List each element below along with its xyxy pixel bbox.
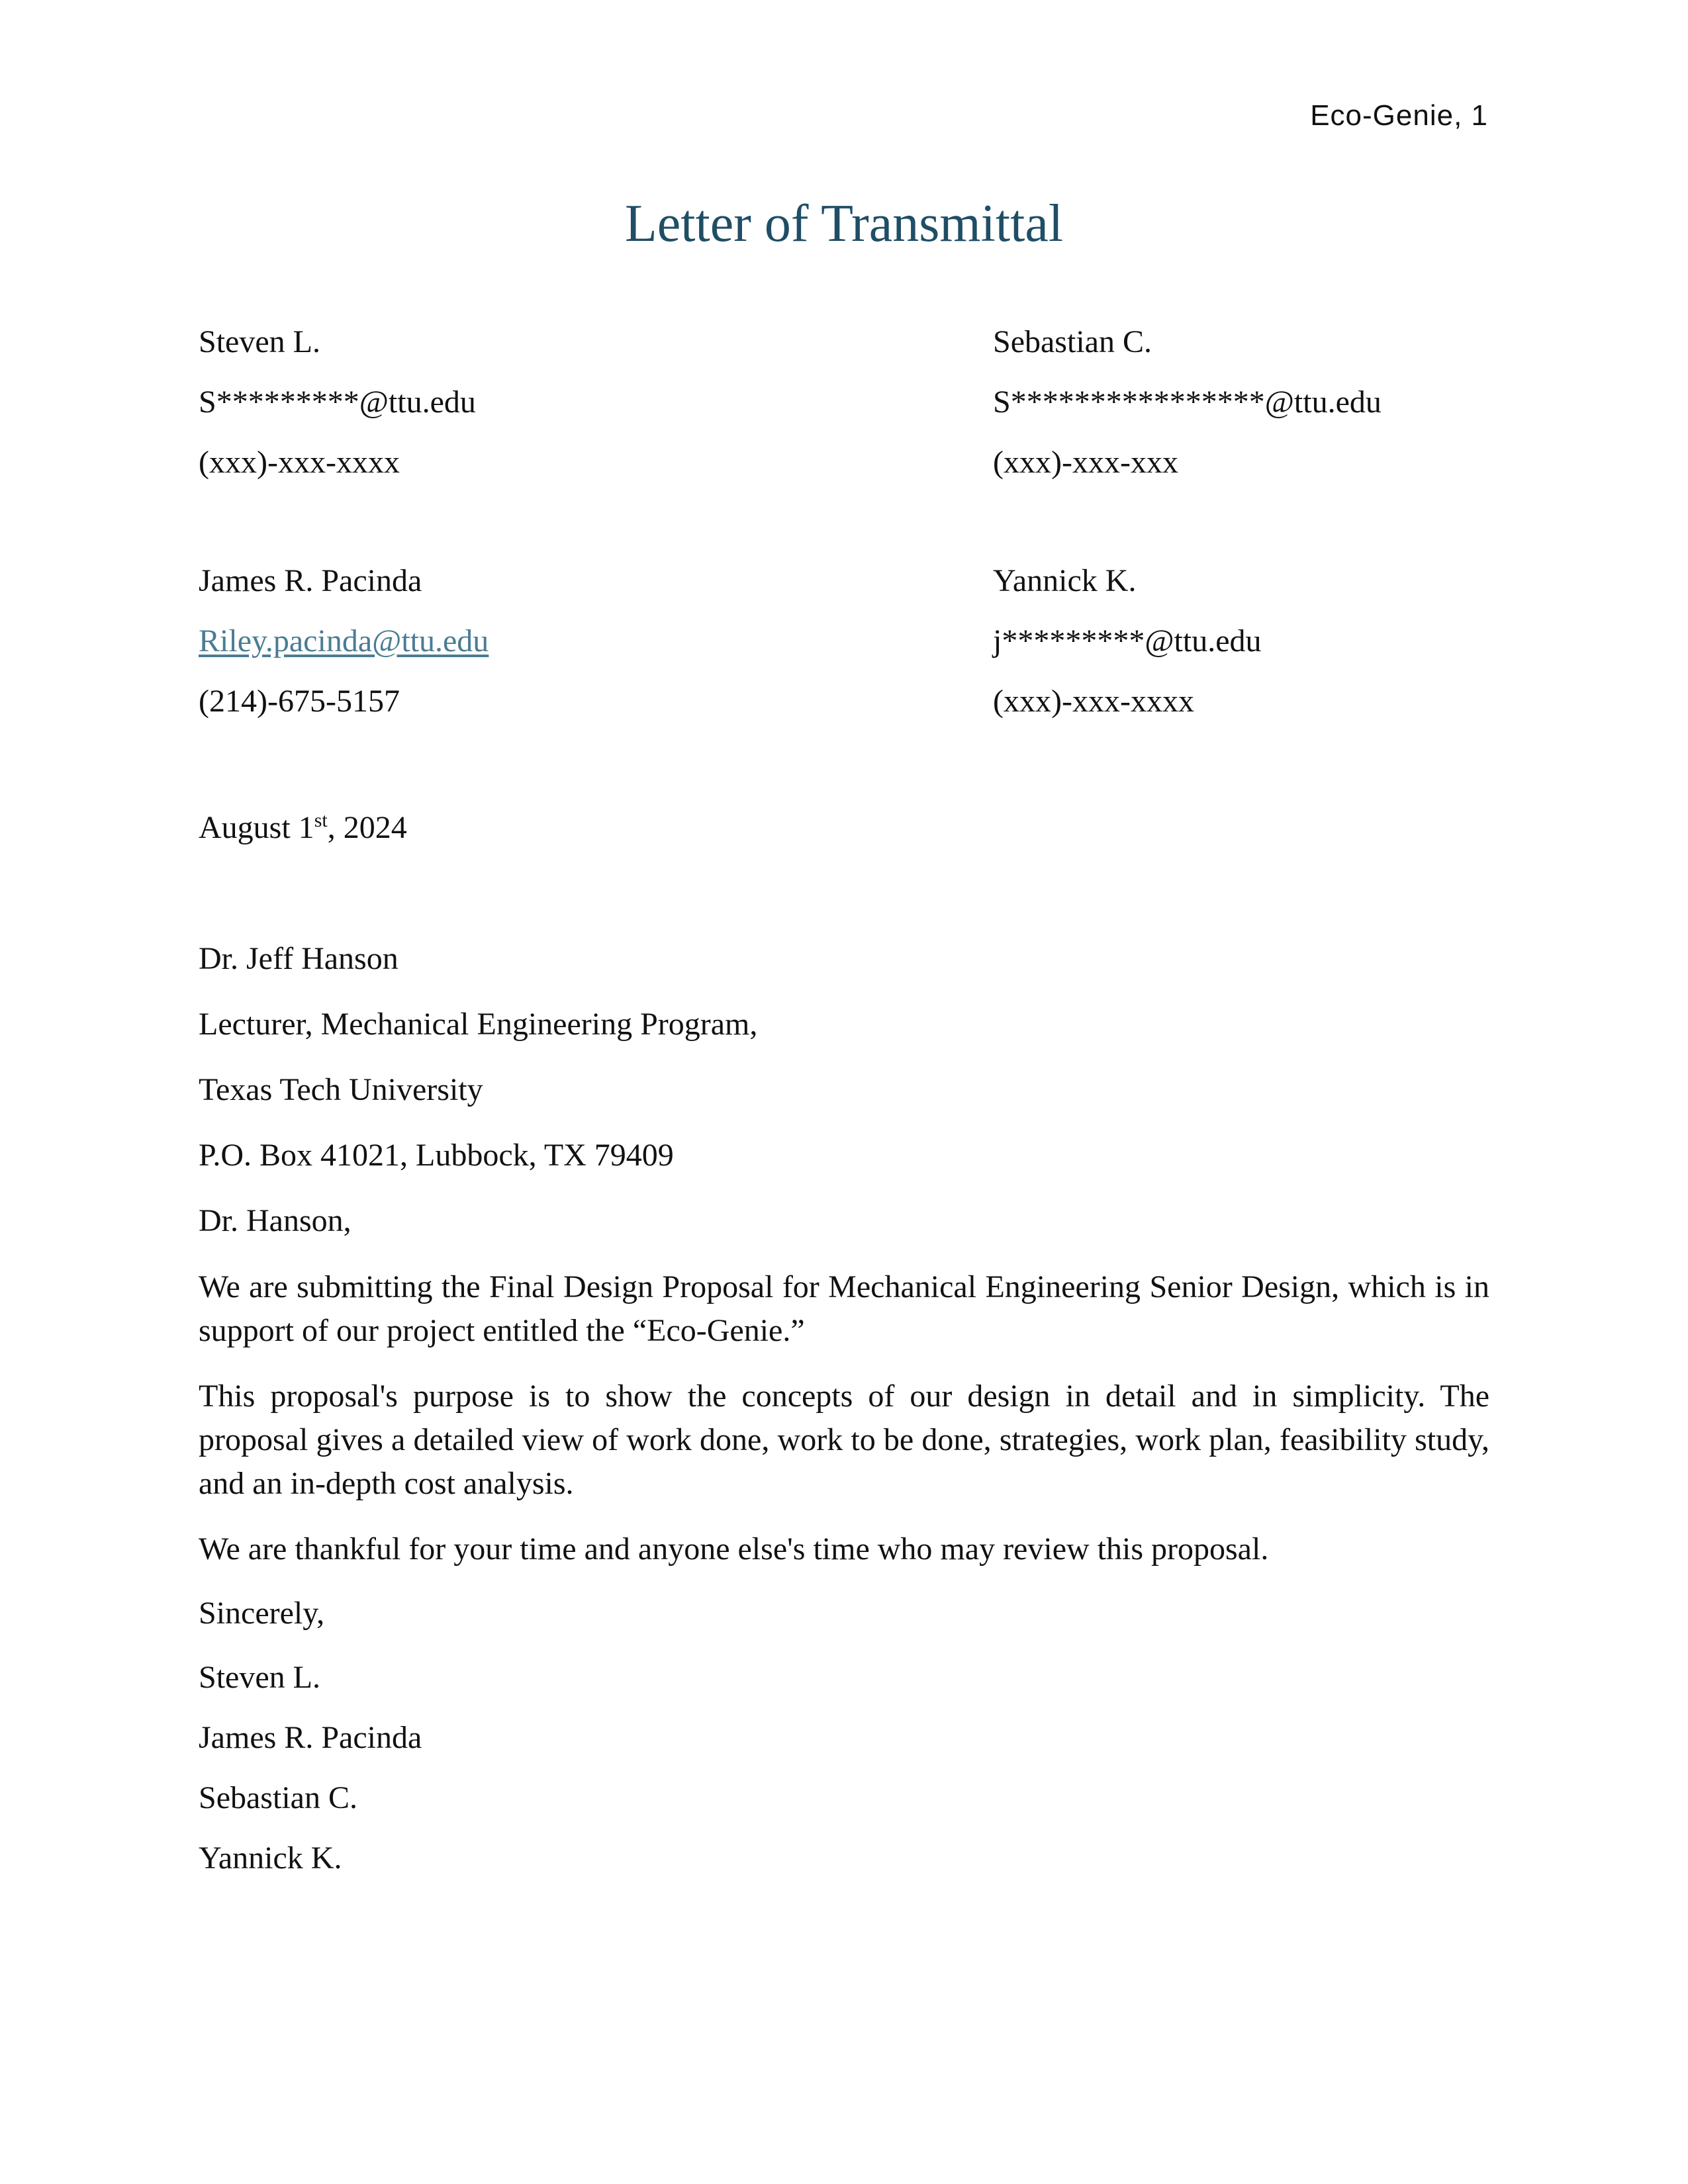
body-paragraph-3: We are thankful for your time and anyone else's time who may review this proposal. bbox=[199, 1531, 1269, 1567]
date-suffix: st bbox=[314, 809, 328, 831]
page-header-label: Eco-Genie, 1 bbox=[1310, 99, 1488, 132]
contact-name-steven: Steven L. bbox=[199, 324, 320, 359]
body-paragraph-1: We are submitting the Final Design Proposal for Mechanical Engineering Senior Design, which is in support of our project entitled the “Eco-Genie.” bbox=[199, 1269, 1489, 1348]
contact-name-james: James R. Pacinda bbox=[199, 563, 422, 598]
contact-name-sebastian: Sebastian C. bbox=[993, 324, 1152, 359]
letter-date bbox=[199, 809, 407, 847]
recipient-address: P.O. Box 41021, Lubbock, TX 79409 bbox=[199, 1138, 674, 1173]
contact-phone-steven: (xxx)-xxx-xxxx bbox=[199, 445, 400, 480]
contact-phone-james: (214)-675-5157 bbox=[199, 684, 400, 719]
signature-sebastian: Sebastian C. bbox=[199, 1780, 357, 1815]
date-month: August 1 bbox=[199, 810, 314, 845]
signature-steven: Steven L. bbox=[199, 1660, 320, 1695]
contact-name-yannick: Yannick K. bbox=[993, 563, 1137, 598]
body-paragraph-2: This proposal's purpose is to show the concepts of our design in detail and in simplicity. The proposal gives a detailed view of work done, work to be done, strategies, work plan, feasibility study, and an in-depth cost analysis. bbox=[199, 1379, 1489, 1501]
recipient-institution: Texas Tech University bbox=[199, 1072, 483, 1107]
contact-email-link-james[interactable]: Riley.pacinda@ttu.edu bbox=[199, 623, 489, 659]
document-title: Letter of Transmittal bbox=[624, 195, 1064, 253]
contact-phone-sebastian: (xxx)-xxx-xxx bbox=[993, 445, 1178, 480]
contact-email-sebastian: S****************@ttu.edu bbox=[993, 385, 1382, 420]
signature-james: James R. Pacinda bbox=[199, 1720, 422, 1755]
contact-phone-yannick: (xxx)-xxx-xxxx bbox=[993, 684, 1194, 719]
contact-email-yannick: j*********@ttu.edu bbox=[993, 623, 1262, 659]
date-year: , 2024 bbox=[327, 810, 407, 845]
recipient-name: Dr. Jeff Hanson bbox=[199, 941, 399, 976]
signature-yannick: Yannick K. bbox=[199, 1841, 342, 1876]
closing: Sincerely, bbox=[199, 1596, 325, 1631]
contact-email-steven: S*********@ttu.edu bbox=[199, 385, 476, 420]
salutation: Dr. Hanson, bbox=[199, 1203, 352, 1238]
recipient-title: Lecturer, Mechanical Engineering Program, bbox=[199, 1007, 758, 1042]
